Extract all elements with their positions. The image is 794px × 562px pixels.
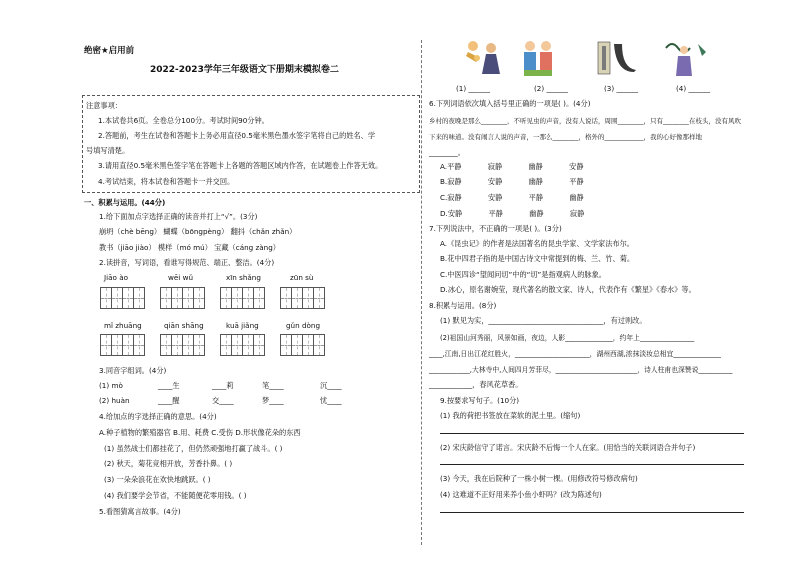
notice-item: 号填写清楚。	[86, 146, 130, 155]
q8-item: ____________，春风花草香。	[429, 380, 523, 389]
q9-item: (1) 我的荷把书签放在菜软的泥土里。(缩句)	[440, 411, 581, 420]
q1-row: 崩坍（chè bēng） 蝴蝶（bōngpèng） 翻抖（chǎn zhǎn）	[99, 227, 297, 236]
q2-pinyin: qiān shāng	[164, 321, 204, 330]
writing-grid[interactable]	[280, 287, 324, 311]
notice-item: 3.请用直径0.5毫米黑色签字笔在答题卡上各题的答题区域内作答，在试题卷上作答无效。	[98, 161, 383, 170]
q2-pinyin: Jiāo ào	[104, 273, 129, 282]
notice-item: 1.本试卷共6页。全卷总分100分。考试时间90分钟。	[98, 116, 269, 125]
answer-line[interactable]	[440, 464, 744, 465]
q2-pinyin: wēi wǔ	[168, 273, 194, 282]
q3-cell: ____莉	[212, 381, 234, 390]
page-divider	[421, 40, 422, 545]
answer-line[interactable]	[440, 512, 744, 513]
q7-item[interactable]: A.《昆虫记》的作者是法国著名的昆虫学家、文学家法布尔。	[440, 239, 634, 248]
q1-stem: 1.给下面加点字选择正确的读音并打上“√”。(3分)	[99, 212, 258, 221]
q9-stem: 9.按要求写句子。(10分)	[440, 396, 520, 405]
q7-item[interactable]: B.花中四君子指的是中国古诗文中常提到的梅、兰、竹、菊。	[440, 254, 635, 263]
q7-item[interactable]: D.冰心，原名谢婉莹，现代著名的散文家、诗人，代表作有《繁星》《春水》等。	[440, 285, 696, 294]
q3-cell: 沉____	[320, 381, 342, 390]
picture-answer-blank[interactable]: (3) ______	[604, 84, 639, 93]
choice-word: 幽静	[529, 209, 544, 218]
picture-answer-blank[interactable]: (4) ______	[676, 84, 711, 93]
q7-item[interactable]: C.中医四诊“望闻问切”中的“切”是指观病人的脉象。	[440, 270, 606, 279]
writing-grid[interactable]	[220, 334, 264, 358]
secret-mark: 绝密★启用前	[84, 46, 135, 56]
choice-word: A.平静	[440, 162, 462, 171]
q6-stem: 6.下列词语依次填入括号里正确的一项是( )。(4分)	[429, 99, 591, 108]
q6-choice[interactable]	[440, 177, 584, 187]
choice-word: 安静	[569, 162, 584, 171]
q4-item: (2) 秋天，菊花竞相开放，芳香扑鼻。( )	[104, 459, 233, 468]
q8-stem: 8.积累与运用。(8分)	[429, 301, 497, 310]
q4-item: (4) 我们要学会节省，不能随便花零用钱。( )	[104, 491, 247, 500]
q2-pinyin: kuā jiǎng	[226, 321, 259, 330]
q2-pinyin: mǐ zhuāng	[104, 321, 142, 330]
q6-choice[interactable]	[440, 193, 584, 203]
choice-word: 幽静	[528, 162, 543, 171]
choice-word: 平静	[528, 193, 544, 202]
q2-pinyin: gǔn dòng	[286, 321, 321, 330]
notice-heading: 注意事项：	[86, 101, 122, 110]
q6-choice[interactable]	[440, 209, 584, 219]
fable-picture-2	[512, 38, 562, 80]
choice-word: 幽静	[569, 193, 584, 202]
q6-passage: ________。	[429, 148, 465, 157]
picture-answer-blank[interactable]: (1) ______	[456, 84, 491, 93]
choice-word: 平静	[569, 177, 584, 186]
q5-stem: 5.看图猜寓言故事。(4分)	[99, 507, 181, 516]
q3-cell: 忧____	[320, 396, 342, 405]
q4-item: (3) 一朵朵浪花在欢快地跳跃。( )	[104, 475, 211, 484]
writing-grid[interactable]	[160, 287, 204, 311]
q1-row: 教书（jiāo jiào） 模样（mó mú） 宝藏（cáng zàng）	[99, 243, 280, 252]
fable-picture-3	[592, 38, 642, 80]
choice-word: 安静	[487, 177, 503, 186]
q4-options: A.种子植物的繁殖器官 B.用、耗费 C.受伤 D.形状像花朵的东西	[99, 428, 301, 437]
fable-picture-1	[458, 38, 508, 80]
choice-word: B.寂静	[440, 177, 462, 186]
choice-word: D.安静	[440, 209, 463, 218]
answer-line[interactable]	[440, 433, 744, 434]
section-heading: 一、积累与运用。(44分)	[84, 198, 166, 207]
writing-grid[interactable]	[100, 287, 144, 311]
q3-stem: 3.同音字组词。(4分)	[99, 366, 167, 375]
choice-word: 幽静	[528, 177, 543, 186]
q8-item: (1) 默见为实，________________________________，有过则改。	[440, 316, 647, 325]
notice-item: 4.考试结束，将本试卷和答题卡一并交回。	[98, 177, 235, 186]
q3-cell: ____醒	[158, 396, 180, 405]
q4-item: (1) 虽然战士们都挂花了，但仍然顽强地打赢了战斗。( )	[104, 444, 283, 453]
q9-item: (2) 宋庆龄信守了诺言。宋庆龄不后悔一个人在家。(用恰当的关联词语合并句子)	[440, 443, 696, 452]
q2-pinyin: zūn sù	[290, 273, 314, 282]
writing-grid[interactable]	[220, 287, 264, 311]
q6-passage: 乡村的夜晚是那么________，不听见虫的声音，没有人说话，周围________，只有________在枝头，没有风吹	[429, 117, 741, 125]
q8-item: ____________,大林寺中,人间四月芳菲尽，________________________，诗人柱甫也深赞说__________	[429, 366, 733, 374]
choice-word: 寂静	[487, 162, 503, 171]
q2-pinyin: xīn shǎng	[226, 273, 261, 282]
q4-stem: 4.给加点的字选择正确的意思。(4分)	[99, 412, 217, 421]
writing-grid[interactable]	[280, 334, 324, 358]
q2-stem: 2.读拼音，写词语，看谁写得规范、端正、整洁。(4分)	[99, 258, 275, 267]
writing-grid[interactable]	[160, 334, 204, 358]
q8-item: (2)祖国山河秀丽，风景如画，夜边，人影______________，约年上________________	[440, 334, 695, 342]
q9-item: (4) 这难道不正好用来养小鱼小虾吗？(改为陈述句)	[440, 490, 602, 499]
q3-cell: (2) huàn	[99, 396, 130, 405]
choice-word: 安静	[487, 193, 503, 202]
q7-stem: 7.下列说法中，不正确的一项是( )。(3分)	[429, 224, 562, 233]
q3-cell: 梦____	[262, 396, 284, 405]
q6-passage: 下来的味道。没有闹言人说的声音，一那么________，格外的____________，我的心好像那样地	[429, 133, 702, 141]
picture-answer-blank[interactable]: (2) ______	[534, 84, 569, 93]
q6-choice[interactable]	[440, 162, 584, 172]
notice-item: 2.答题前，考生在试卷和答题卡上务必用直径0.5毫米黑色墨水签字笔将自己的姓名、学	[98, 131, 376, 140]
q9-item: (3) 今天，我在后院种了一株小树一棵。(用修改符号修改病句)	[440, 474, 638, 483]
q3-cell: (1) mò	[99, 381, 123, 390]
q3-cell: 笔____	[262, 381, 284, 390]
choice-word: 寂静	[569, 209, 585, 218]
q8-item: ____,江南,日出江花红胜火，______________________，湖州西湖,浓抹淡妆总相宜______________	[429, 350, 721, 358]
q3-cell: 交____	[212, 396, 234, 405]
exam-title: 2022-2023学年三年级语文下册期末模拟卷二	[150, 65, 339, 75]
choice-word: 平静	[488, 209, 503, 218]
q3-cell: ____生	[158, 381, 180, 390]
writing-grid[interactable]	[100, 334, 144, 358]
fable-picture-4	[662, 38, 712, 80]
choice-word: C.寂静	[440, 193, 462, 202]
